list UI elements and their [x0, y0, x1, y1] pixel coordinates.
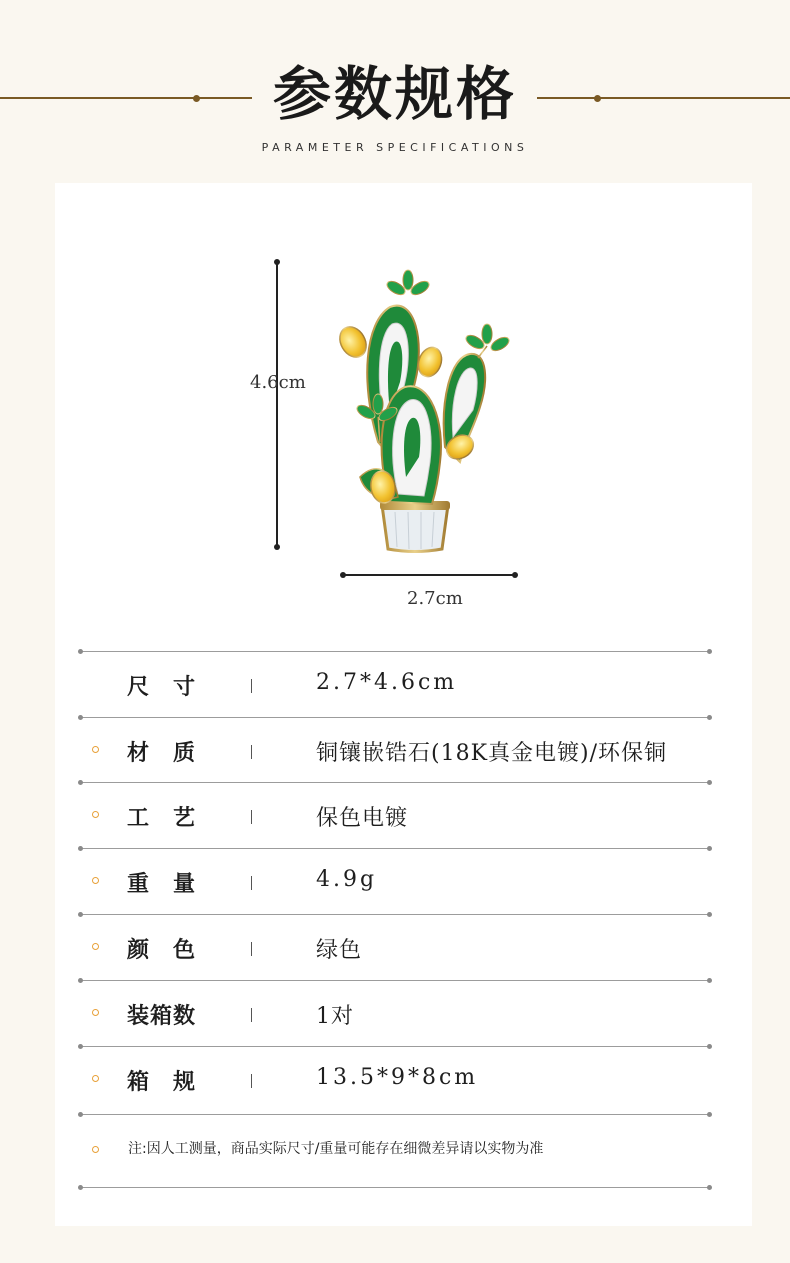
height-label: 4.6cm — [250, 372, 306, 393]
spec-row-box-size — [80, 1047, 710, 1113]
spec-row-craft — [80, 783, 710, 849]
spec-label: 材 质 — [127, 740, 197, 766]
spec-value: 1对 — [316, 1004, 354, 1029]
bullet-icon — [92, 1146, 99, 1153]
spec-row-weight — [80, 849, 710, 915]
bullet-icon — [92, 1075, 99, 1082]
spec-label: 重 量 — [127, 871, 197, 897]
spec-label: 工 艺 — [127, 805, 197, 831]
spec-row-color — [80, 915, 710, 981]
bullet-icon — [92, 1009, 99, 1016]
spec-value: 13.5*9*8cm — [316, 1065, 479, 1090]
divider — [80, 1114, 710, 1115]
bullet-icon — [92, 811, 99, 818]
spec-value: 4.9g — [316, 867, 378, 892]
spec-separator — [251, 1008, 252, 1022]
header — [0, 0, 790, 180]
divider — [80, 1187, 710, 1188]
spec-value: 铜镶嵌锆石(18K真金电镀)/环保铜 — [316, 741, 668, 766]
spec-label: 尺 寸 — [127, 674, 197, 700]
spec-value: 绿色 — [316, 938, 363, 963]
bullet-icon — [92, 943, 99, 950]
width-dimension-line — [342, 574, 516, 576]
page-title: 参数规格 — [272, 60, 517, 128]
spec-row-size — [80, 652, 710, 718]
cactus-brooch-image — [320, 262, 520, 557]
bullet-icon — [92, 746, 99, 753]
measurement-note: 注:因人工测量，商品实际尺寸/重量可能存在细微差异请以实物为准 — [128, 1141, 544, 1157]
bullet-icon — [92, 877, 99, 884]
spec-label: 装箱数 — [127, 1003, 197, 1029]
spec-value: 保色电镀 — [316, 806, 409, 831]
spec-label: 箱 规 — [127, 1069, 197, 1095]
spec-separator — [251, 810, 252, 824]
spec-row-packing-qty — [80, 981, 710, 1047]
width-dimension-dot-left — [340, 572, 346, 578]
spec-separator — [251, 942, 252, 956]
spec-value: 2.7*4.6cm — [316, 670, 458, 695]
spec-label: 颜 色 — [127, 937, 197, 963]
spec-separator — [251, 745, 252, 759]
spec-separator — [251, 1074, 252, 1088]
height-dimension-dot-bottom — [274, 544, 280, 550]
height-dimension-dot-top — [274, 259, 280, 265]
spec-separator — [251, 679, 252, 693]
width-label: 2.7cm — [407, 588, 463, 609]
spec-row-material — [80, 718, 710, 784]
width-dimension-dot-right — [512, 572, 518, 578]
spec-separator — [251, 876, 252, 890]
page-subtitle: PARAMETER SPECIFICATIONS — [261, 141, 529, 154]
height-dimension-line — [276, 262, 278, 548]
